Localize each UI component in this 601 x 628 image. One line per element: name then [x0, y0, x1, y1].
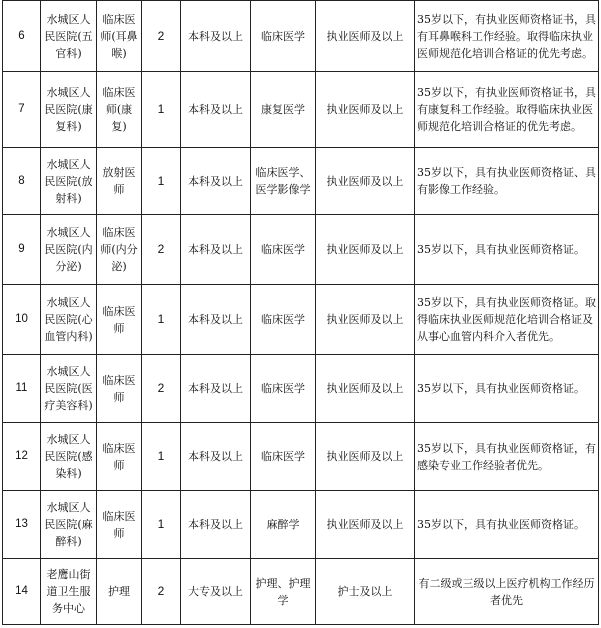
hire-count: 2: [142, 1, 181, 72]
qualification-requirement: 执业医师及以上: [316, 148, 415, 215]
qualification-requirement: 执业医师及以上: [316, 1, 415, 72]
hire-count: 1: [142, 285, 181, 355]
qualification-requirement: 执业医师及以上: [316, 355, 415, 423]
education-requirement: 本科及以上: [181, 423, 251, 491]
post-name: 临床医师(耳鼻喉): [97, 1, 142, 72]
other-requirement: 35岁以下，有执业医师资格证书，具有康复科工作经验。取得临床执业医师规范化培训合格证的优先考虑。: [415, 72, 599, 148]
row-number: 6: [3, 1, 41, 72]
major-requirement: 麻醉学: [251, 491, 316, 559]
other-requirement: 有二级或三级以上医疗机构工作经历者优先: [415, 559, 599, 625]
other-requirement: 35岁以下，有执业医师资格证书，具有耳鼻喉科工作经验。取得临床执业医师规范化培训合格证的优先考虑。: [415, 1, 599, 72]
education-requirement: 大专及以上: [181, 559, 251, 625]
post-name: 临床医师(康复): [97, 72, 142, 148]
hire-count: 1: [142, 148, 181, 215]
major-requirement: 临床医学: [251, 1, 316, 72]
hire-count: 1: [142, 423, 181, 491]
post-name: 临床医师: [97, 491, 142, 559]
hire-count: 2: [142, 215, 181, 285]
table-row: [3, 285, 599, 355]
job-positions-table: [2, 0, 599, 625]
major-requirement: 康复医学: [251, 72, 316, 148]
table-row: [3, 423, 599, 491]
education-requirement: 本科及以上: [181, 285, 251, 355]
post-name: 放射医师: [97, 148, 142, 215]
table-row: [3, 355, 599, 423]
major-requirement: 临床医学、医学影像学: [251, 148, 316, 215]
row-number: 10: [3, 285, 41, 355]
major-requirement: 临床医学: [251, 355, 316, 423]
major-requirement: 临床医学: [251, 285, 316, 355]
table-row: [3, 215, 599, 285]
post-name: 临床医师(内分泌): [97, 215, 142, 285]
education-requirement: 本科及以上: [181, 491, 251, 559]
qualification-requirement: 执业医师及以上: [316, 215, 415, 285]
hire-count: 1: [142, 72, 181, 148]
table-row: [3, 1, 599, 72]
employer-unit: 水城区人民医院(放射科): [41, 148, 97, 215]
other-requirement: 35岁以下，具有执业医师资格证、具有影像工作经验。: [415, 148, 599, 215]
table-row: [3, 72, 599, 148]
row-number: 12: [3, 423, 41, 491]
major-requirement: 临床医学: [251, 423, 316, 491]
table-row: [3, 559, 599, 625]
row-number: 8: [3, 148, 41, 215]
qualification-requirement: 执业医师及以上: [316, 491, 415, 559]
other-requirement: 35岁以下，具有执业医师资格证。取得临床执业医师规范化培训合格证及从事心血管内科介入者优先。: [415, 285, 599, 355]
qualification-requirement: 执业医师及以上: [316, 285, 415, 355]
post-name: 临床医师: [97, 355, 142, 423]
major-requirement: 临床医学: [251, 215, 316, 285]
hire-count: 2: [142, 355, 181, 423]
qualification-requirement: 执业医师及以上: [316, 72, 415, 148]
education-requirement: 本科及以上: [181, 355, 251, 423]
employer-unit: 水城区人民医院(内分泌): [41, 215, 97, 285]
post-name: 临床医师: [97, 423, 142, 491]
employer-unit: 水城区人民医院(五官科): [41, 1, 97, 72]
row-number: 13: [3, 491, 41, 559]
education-requirement: 本科及以上: [181, 215, 251, 285]
employer-unit: 水城区人民医院(感染科): [41, 423, 97, 491]
other-requirement: 35岁以下，具有执业医师资格证。: [415, 491, 599, 559]
qualification-requirement: 护士及以上: [316, 559, 415, 625]
other-requirement: 35岁以下，具有执业医师资格证。: [415, 215, 599, 285]
employer-unit: 水城区人民医院(医疗美容科): [41, 355, 97, 423]
row-number: 9: [3, 215, 41, 285]
employer-unit: 水城区人民医院(麻醉科): [41, 491, 97, 559]
row-number: 7: [3, 72, 41, 148]
other-requirement: 35岁以下，具有执业医师资格证。: [415, 355, 599, 423]
education-requirement: 本科及以上: [181, 72, 251, 148]
table-row: [3, 491, 599, 559]
employer-unit: 老鹰山街道卫生服务中心: [41, 559, 97, 625]
qualification-requirement: 执业医师及以上: [316, 423, 415, 491]
major-requirement: 护理、护理学: [251, 559, 316, 625]
post-name: 临床医师: [97, 285, 142, 355]
other-requirement: 35岁以下，具有执业医师资格证，有感染专业工作经验者优先。: [415, 423, 599, 491]
row-number: 14: [3, 559, 41, 625]
education-requirement: 本科及以上: [181, 1, 251, 72]
employer-unit: 水城区人民医院(康复科): [41, 72, 97, 148]
row-number: 11: [3, 355, 41, 423]
employer-unit: 水城区人民医院(心血管内科): [41, 285, 97, 355]
education-requirement: 本科及以上: [181, 148, 251, 215]
hire-count: 2: [142, 559, 181, 625]
hire-count: 1: [142, 491, 181, 559]
table-row: [3, 148, 599, 215]
post-name: 护理: [97, 559, 142, 625]
